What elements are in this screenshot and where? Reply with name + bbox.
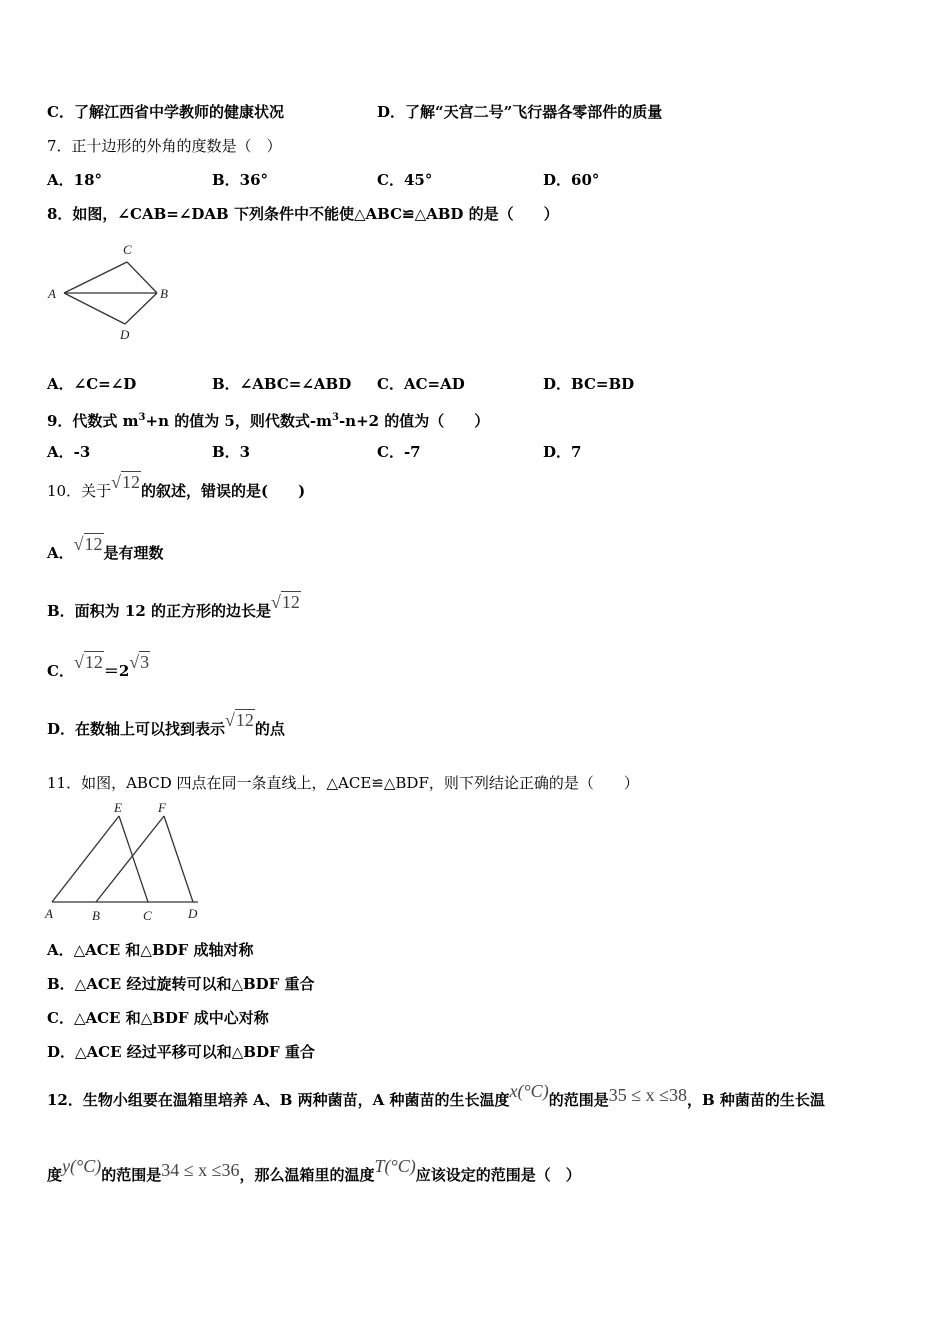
q12-text: 12．生物小组要在温箱里培养 A、B 两种菌苗，A 种菌苗的生长温度 (47, 1091, 510, 1109)
q12-text: ，B 种菌苗的生长温 (686, 1091, 825, 1109)
sqrt-12: √12 (73, 534, 103, 554)
q12-text: 的范围是 (548, 1091, 609, 1109)
option-text: ＝2 (103, 662, 130, 680)
q11-option-d: D．△ACE 经过平移可以和△BDF 重合 (47, 1043, 315, 1061)
q8-option-b: B．∠ABC=∠ABD (212, 375, 352, 393)
radicand: 12 (235, 710, 254, 730)
q11-label-d: D (188, 906, 198, 921)
q9-stem-part: 9．代数式 m (47, 412, 139, 430)
radicand: 12 (84, 652, 103, 672)
q10-stem (47, 472, 306, 501)
math-range-b: 34 ≤ x ≤36 (161, 1160, 240, 1180)
radicand: 12 (84, 534, 103, 554)
q12-text: ，那么温箱里的温度 (239, 1166, 375, 1184)
q8-option-d: D．BC=BD (543, 375, 635, 393)
q12-stem-line-1 (47, 1081, 825, 1110)
q9-option-d: D．7 (543, 443, 582, 461)
q11-label-f: F (158, 800, 166, 815)
q11-stem: 11．如图，ABCD 四点在同一条直线上，△ACE≌△BDF，则下列结论正确的是（ ） (47, 774, 639, 792)
q11-segment-bf (96, 816, 164, 902)
option-label: A． (47, 544, 74, 562)
q8-label-c: C (123, 242, 132, 257)
q6-option-d: D．了解“天宫二号”飞行器各零部件的质量 (377, 103, 663, 121)
radicand: 12 (121, 472, 140, 492)
q10-stem-prefix: 10．关于 (47, 482, 112, 500)
q8-label-a: A (48, 286, 56, 301)
q8-segment-ac (64, 262, 127, 293)
q10-option-c (47, 652, 150, 681)
q12-text: 应该设定的范围是（ ） (415, 1166, 581, 1184)
radicand: 3 (140, 652, 150, 672)
q8-segment-ad (64, 293, 125, 324)
q8-label-b: B (160, 286, 168, 301)
q9-exponent: 3 (138, 412, 146, 423)
q8-figure (40, 238, 190, 346)
sqrt-12: √12 (225, 710, 254, 730)
q11-segment-ec (119, 816, 148, 902)
math-range-a: 35 ≤ x ≤38 (608, 1085, 687, 1105)
q11-label-b: B (92, 908, 100, 923)
q7-option-c: C．45° (377, 171, 433, 189)
sqrt-12: √12 (271, 592, 300, 612)
q11-option-a: A．△ACE 和△BDF 成轴对称 (47, 941, 254, 959)
q7-option-d: D．60° (543, 171, 600, 189)
q11-segment-fd (164, 816, 193, 902)
q8-label-d: D (120, 327, 130, 342)
q8-option-c: C．AC=AD (377, 375, 465, 393)
math-x-celsius: x(°C) (509, 1081, 549, 1101)
q9-stem (47, 408, 489, 431)
q12-stem-line-2 (47, 1156, 581, 1185)
q8-segment-db (125, 293, 157, 324)
q11-label-e: E (114, 800, 122, 815)
q12-text: 的范围是 (101, 1166, 162, 1184)
option-text: 的点 (254, 720, 285, 738)
q9-option-a: A．-3 (47, 443, 91, 461)
option-text: D．在数轴上可以找到表示 (47, 720, 226, 738)
q9-exponent: 3 (331, 412, 339, 423)
q7-stem: 7．正十边形的外角的度数是（ ） (47, 137, 282, 155)
q11-figure (40, 798, 215, 926)
sqrt-3: √3 (129, 652, 150, 672)
q11-option-c: C．△ACE 和△BDF 成中心对称 (47, 1009, 269, 1027)
q11-label-a: A (45, 906, 53, 921)
q8-option-a: A．∠C=∠D (47, 375, 137, 393)
q10-stem-suffix: 的叙述，错误的是( ) (140, 482, 306, 500)
radicand: 12 (281, 592, 300, 612)
q8-stem: 8．如图，∠CAB=∠DAB 下列条件中不能使△ABC≌△ABD 的是（ ） (47, 205, 559, 223)
sqrt-12: √12 (73, 652, 103, 672)
option-text: B．面积为 12 的正方形的边长是 (47, 602, 271, 620)
q10-option-a (47, 534, 164, 563)
math-y-celsius: y(°C) (62, 1156, 102, 1176)
q9-option-c: C．-7 (377, 443, 421, 461)
q10-option-b (47, 592, 301, 621)
q9-option-b: B．3 (212, 443, 251, 461)
sqrt-12: √12 (111, 472, 140, 492)
math-t-celsius: T(°C) (374, 1156, 416, 1176)
q11-label-c: C (143, 908, 152, 923)
q8-segment-cb (127, 262, 157, 293)
q12-text: 度 (47, 1166, 63, 1184)
q7-option-b: B．36° (212, 171, 269, 189)
option-label: C． (47, 662, 74, 680)
q9-stem-part: +n 的值为 5，则代数式-m (145, 412, 332, 430)
q10-option-d (47, 710, 285, 739)
q9-stem-part: -n+2 的值为（ ） (338, 412, 490, 430)
q11-segment-ae (52, 816, 119, 902)
q6-option-c: C．了解江西省中学教师的健康状况 (47, 103, 284, 121)
q7-option-a: A．18° (47, 171, 103, 189)
q11-option-b: B．△ACE 经过旋转可以和△BDF 重合 (47, 975, 315, 993)
option-text: 是有理数 (103, 544, 164, 562)
